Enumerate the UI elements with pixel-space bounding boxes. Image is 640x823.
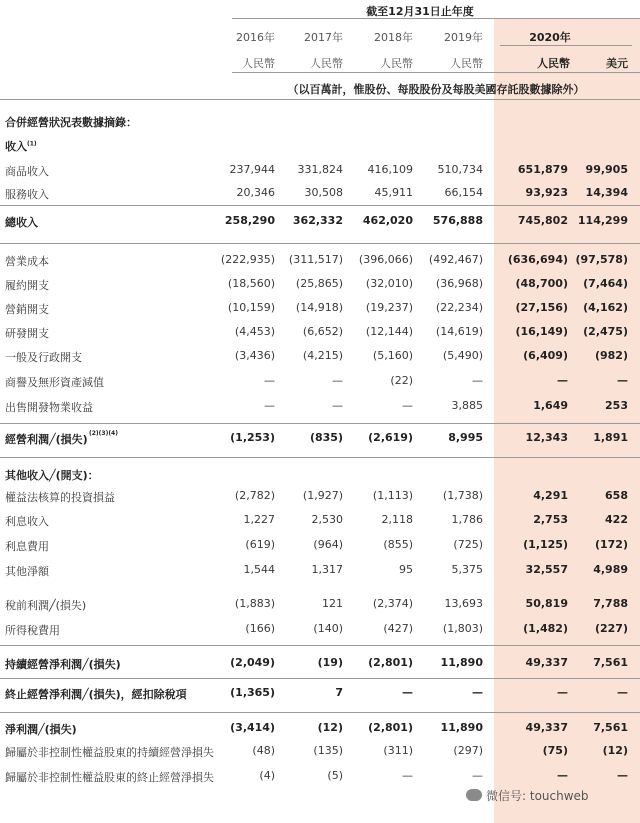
row-value: —: [472, 769, 483, 782]
table-row: [0, 325, 640, 345]
row-value: (311,517): [288, 253, 343, 266]
row-value: —: [264, 399, 275, 412]
table-row: [0, 597, 640, 617]
currency-2020-rmb: 人民幣: [537, 57, 570, 70]
row-value: 1,891: [593, 431, 628, 444]
row-value: (2,801): [368, 721, 413, 734]
row-value: (1,253): [230, 431, 275, 444]
row-value: (12,144): [365, 325, 413, 338]
row-value: (5,160): [372, 349, 413, 362]
table-row: [0, 686, 640, 706]
row-label: 終止經營淨利潤╱(損失)，經扣除稅項: [5, 688, 187, 701]
row-value: (1,803): [442, 622, 483, 635]
table-row: [0, 349, 640, 369]
row-value: 258,290: [224, 214, 275, 227]
row-label: 經營利潤╱(損失): [5, 433, 88, 446]
table-row: [0, 656, 640, 676]
row-value: (32,010): [365, 277, 413, 290]
row-label: 商譽及無形資產減值: [5, 376, 104, 389]
row-label: 利息收入: [5, 515, 49, 528]
row-value: (27,156): [515, 301, 568, 314]
row-value: 7,561: [593, 721, 628, 734]
table-row: [0, 163, 640, 183]
row-value: (3,414): [230, 721, 275, 734]
row-value: (6,409): [523, 349, 568, 362]
year-2019: 2019年: [444, 31, 483, 44]
row-value: 3,885: [451, 399, 483, 412]
row-value: 7,561: [593, 656, 628, 669]
row-value: 237,944: [229, 163, 275, 176]
row-value: 253: [605, 399, 628, 412]
row-value: (427): [383, 622, 413, 635]
row-value: (297): [453, 744, 483, 757]
row-value: (14,918): [295, 301, 343, 314]
row-label: 出售開發物業收益: [5, 401, 93, 414]
row-value: 11,890: [440, 721, 483, 734]
row-value: (1,927): [302, 489, 343, 502]
row-value: (75): [542, 744, 568, 757]
row-value: 121: [322, 597, 343, 610]
currency-2017: 人民幣: [310, 57, 343, 70]
row-value: 651,879: [517, 163, 568, 176]
row-value: 2,753: [533, 513, 568, 526]
row-value: 576,888: [432, 214, 483, 227]
row-value: (48): [252, 744, 275, 757]
table-row: [0, 399, 640, 419]
row-label: 持續經營淨利潤╱(損失): [5, 658, 121, 671]
row-value: —: [617, 686, 628, 699]
row-value: 20,346: [236, 186, 275, 199]
currency-2016: 人民幣: [242, 57, 275, 70]
row-value: (12): [317, 721, 343, 734]
row-value: 362,332: [292, 214, 343, 227]
row-rule: [0, 712, 640, 713]
row-label: 服務收入: [5, 188, 49, 201]
section-revenue-footnote: (1): [27, 140, 37, 148]
row-value: 93,923: [525, 186, 568, 199]
row-label: 所得稅費用: [5, 624, 60, 637]
row-value: (48,700): [515, 277, 568, 290]
row-label: 稅前利潤╱(損失): [5, 599, 87, 612]
row-value: 1,317: [311, 563, 343, 576]
row-value: (835): [309, 431, 343, 444]
row-value: (25,865): [295, 277, 343, 290]
year-2017: 2017年: [304, 31, 343, 44]
currency-2018: 人民幣: [380, 57, 413, 70]
row-value: 99,905: [585, 163, 628, 176]
row-value: —: [332, 374, 343, 387]
table-top-rule: [0, 99, 640, 100]
row-label: 權益法核算的投資損益: [5, 491, 115, 504]
row-label: 一般及行政開支: [5, 351, 82, 364]
row-rule: [0, 423, 640, 424]
row-value: —: [472, 686, 483, 699]
section-summary: 合併經營狀況表數據摘錄：: [5, 116, 137, 129]
row-value: 11,890: [440, 656, 483, 669]
row-value: (725): [453, 538, 483, 551]
row-value: (5): [327, 769, 343, 782]
row-value: 1,649: [533, 399, 568, 412]
row-value: —: [617, 374, 628, 387]
row-value: 462,020: [362, 214, 413, 227]
row-value: 66,154: [444, 186, 483, 199]
row-value: 8,995: [448, 431, 483, 444]
row-footnote: (2)(3)(4): [89, 430, 118, 437]
row-value: (22): [390, 374, 413, 387]
row-value: —: [402, 686, 413, 699]
row-value: —: [557, 686, 568, 699]
row-value: (311): [383, 744, 413, 757]
row-value: (12): [602, 744, 628, 757]
row-value: 510,734: [437, 163, 483, 176]
currency-2019: 人民幣: [450, 57, 483, 70]
row-value: 49,337: [525, 721, 568, 734]
row-label: 營銷開支: [5, 303, 49, 316]
currency-rule: [232, 72, 640, 73]
row-label: 淨利潤╱(損失): [5, 723, 77, 736]
table-row: [0, 253, 640, 273]
row-value: 114,299: [577, 214, 628, 227]
table-row: [0, 277, 640, 297]
row-value: (2,475): [583, 325, 628, 338]
row-value: (636,694): [507, 253, 568, 266]
year-2018: 2018年: [374, 31, 413, 44]
row-label: 其他淨額: [5, 565, 49, 578]
row-label: 歸屬於非控制性權益股東的終止經營淨損失: [5, 771, 214, 784]
row-value: 14,394: [585, 186, 628, 199]
row-label: 營業成本: [5, 255, 49, 268]
row-value: 30,508: [304, 186, 343, 199]
row-value: (1,738): [442, 489, 483, 502]
row-value: (18,560): [227, 277, 275, 290]
period-title: 截至12月31日止年度: [366, 5, 474, 18]
row-value: —: [402, 769, 413, 782]
row-value: —: [264, 374, 275, 387]
row-value: (97,578): [575, 253, 628, 266]
row-value: 1,786: [451, 513, 483, 526]
row-value: (1,113): [372, 489, 413, 502]
row-label: 履約開支: [5, 279, 49, 292]
row-value: (4,162): [583, 301, 628, 314]
table-row: [0, 744, 640, 764]
row-value: (172): [594, 538, 628, 551]
row-label: 研發開支: [5, 327, 49, 340]
row-value: (3,436): [234, 349, 275, 362]
row-value: (10,159): [227, 301, 275, 314]
row-value: 5,375: [451, 563, 483, 576]
row-value: —: [557, 769, 568, 782]
row-value: —: [332, 399, 343, 412]
row-label: 總收入: [5, 216, 38, 229]
row-value: 95: [399, 563, 413, 576]
row-label: 利息費用: [5, 540, 49, 553]
row-value: 422: [605, 513, 628, 526]
row-value: (19,237): [365, 301, 413, 314]
row-value: —: [557, 374, 568, 387]
row-value: (135): [313, 744, 343, 757]
row-value: (166): [245, 622, 275, 635]
row-value: (964): [313, 538, 343, 551]
table-row: [0, 301, 640, 321]
row-value: 12,343: [525, 431, 568, 444]
row-value: (2,049): [230, 656, 275, 669]
section-revenue-label: 收入: [5, 140, 27, 153]
row-value: (4,453): [234, 325, 275, 338]
row-value: (855): [383, 538, 413, 551]
row-value: 7: [335, 686, 343, 699]
row-value: (2,619): [368, 431, 413, 444]
row-value: (4,215): [302, 349, 343, 362]
row-label: 商品收入: [5, 165, 49, 178]
row-value: (5,490): [442, 349, 483, 362]
row-value: (7,464): [583, 277, 628, 290]
row-value: 4,989: [593, 563, 628, 576]
row-value: (19): [317, 656, 343, 669]
row-value: (982): [594, 349, 628, 362]
row-value: (4): [259, 769, 275, 782]
row-value: (36,968): [435, 277, 483, 290]
row-value: (1,482): [523, 622, 568, 635]
table-row: [0, 513, 640, 533]
row-value: (1,365): [230, 686, 275, 699]
section-other: 其他收入╱(開支)：: [5, 469, 99, 482]
row-value: (1,125): [523, 538, 568, 551]
row-value: (140): [313, 622, 343, 635]
row-rule: [0, 678, 640, 679]
row-value: (619): [245, 538, 275, 551]
row-value: (14,619): [435, 325, 483, 338]
table-row: [0, 563, 640, 583]
row-value: (492,467): [428, 253, 483, 266]
row-value: (2,782): [234, 489, 275, 502]
row-value: 745,802: [517, 214, 568, 227]
row-value: —: [617, 769, 628, 782]
watermark-text: 微信号: touchweb: [486, 789, 589, 803]
table-row: [0, 214, 640, 234]
watermark: [466, 787, 589, 804]
row-value: (1,883): [234, 597, 275, 610]
row-value: (396,066): [358, 253, 413, 266]
row-rule: [0, 243, 640, 244]
table-row: [0, 721, 640, 741]
row-value: 1,227: [243, 513, 275, 526]
row-rule: [0, 457, 640, 458]
row-value: (6,652): [302, 325, 343, 338]
row-label: 歸屬於非控制性權益股東的持續經營淨損失: [5, 746, 214, 759]
table-row: [0, 769, 640, 789]
table-row: [0, 431, 640, 451]
row-value: 658: [605, 489, 628, 502]
row-value: (227): [594, 622, 628, 635]
row-value: 49,337: [525, 656, 568, 669]
year-2020: 2020年: [529, 31, 571, 44]
row-rule: [0, 205, 640, 206]
unit-note: （以百萬計，惟股份、每股股份及每股美國存託股數據除外）: [287, 83, 585, 96]
table-row: [0, 374, 640, 394]
row-value: 13,693: [444, 597, 483, 610]
row-value: 2,530: [311, 513, 343, 526]
row-value: 32,557: [525, 563, 568, 576]
row-value: 1,544: [243, 563, 275, 576]
row-value: (16,149): [515, 325, 568, 338]
row-value: (222,935): [220, 253, 275, 266]
row-value: —: [472, 374, 483, 387]
section-revenue: [5, 138, 37, 154]
year-2016: 2016年: [236, 31, 275, 44]
row-value: 4,291: [533, 489, 568, 502]
table-row: [0, 622, 640, 642]
row-value: 45,911: [374, 186, 413, 199]
row-value: (2,374): [372, 597, 413, 610]
row-value: 416,109: [367, 163, 413, 176]
row-value: (2,801): [368, 656, 413, 669]
row-value: 50,819: [525, 597, 568, 610]
wechat-icon: [466, 789, 482, 801]
table-row: [0, 489, 640, 509]
year-2020-rule: [500, 45, 632, 46]
row-rule: [0, 645, 640, 646]
header-rule: [232, 18, 640, 19]
row-value: 2,118: [381, 513, 413, 526]
row-value: —: [402, 399, 413, 412]
table-row: [0, 538, 640, 558]
row-value: 331,824: [297, 163, 343, 176]
row-value: 7,788: [593, 597, 628, 610]
table-row: [0, 186, 640, 206]
row-value: (22,234): [435, 301, 483, 314]
currency-2020-usd: 美元: [606, 57, 628, 70]
